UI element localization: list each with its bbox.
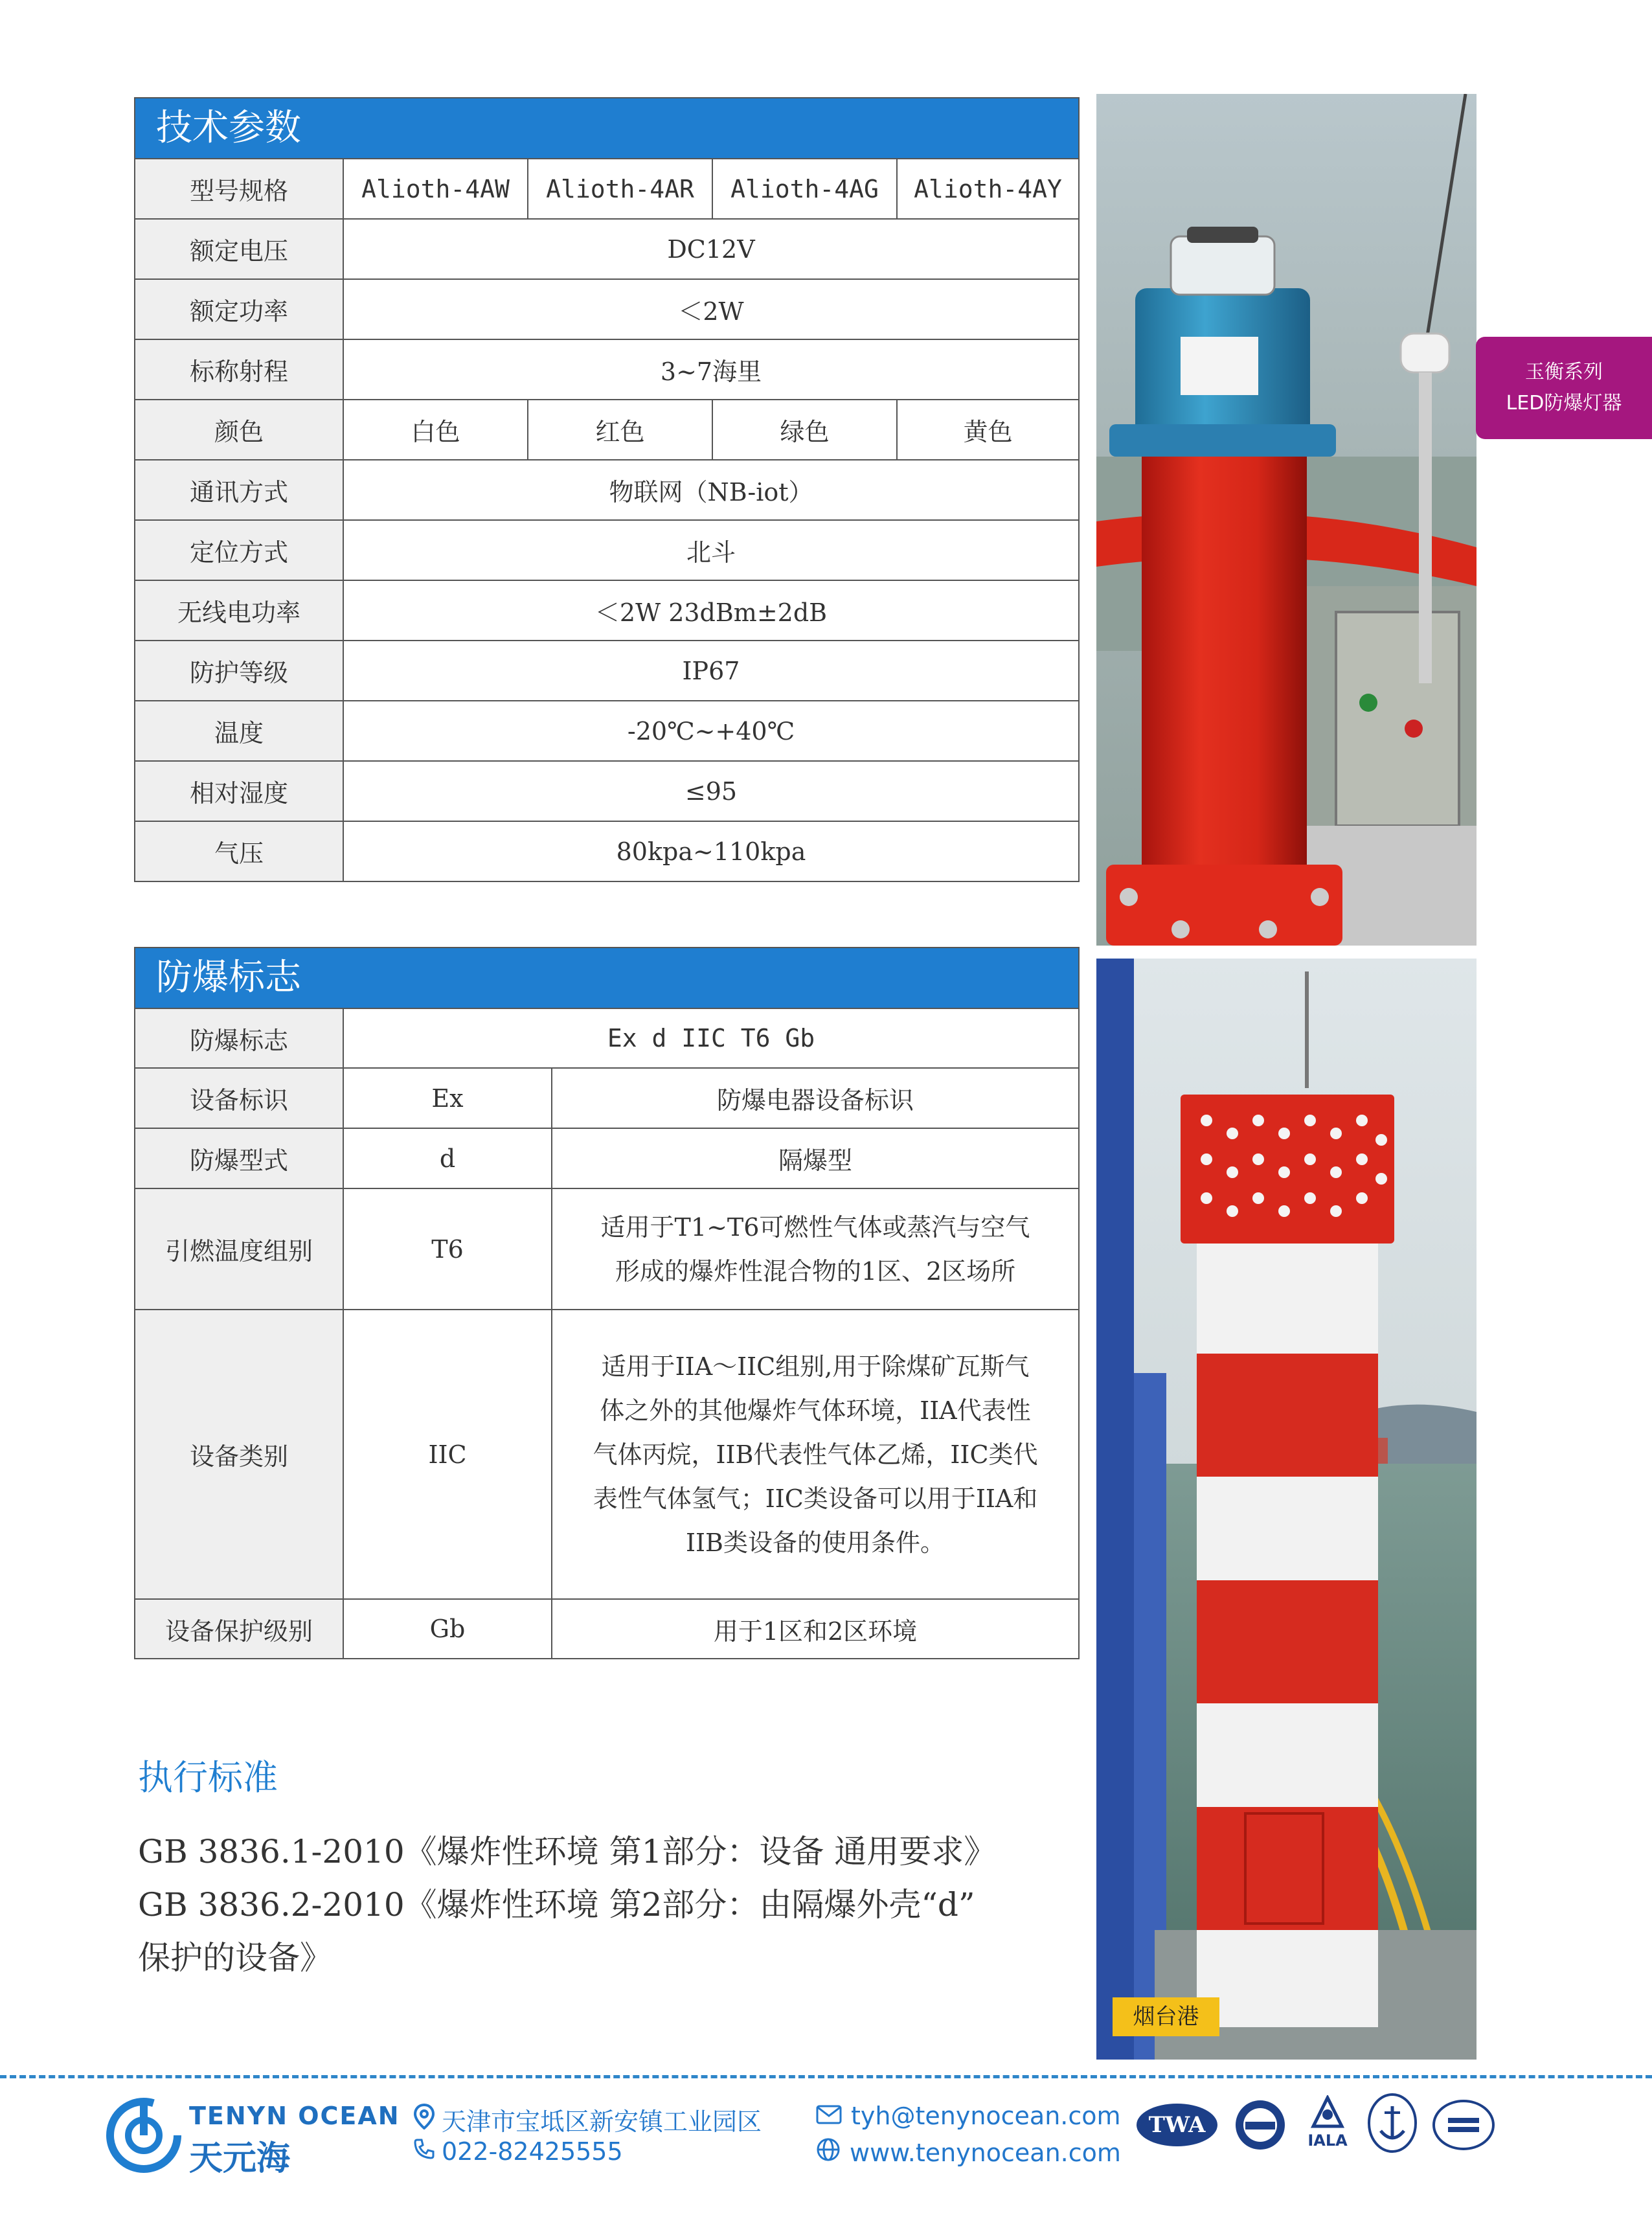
row-label: 型号规格 xyxy=(135,159,343,218)
table-row xyxy=(135,821,1078,881)
row-label: 防护等级 xyxy=(135,641,343,700)
series-tag xyxy=(1476,337,1652,439)
association-logo xyxy=(1431,2098,1496,2154)
row-desc: 隔爆型 xyxy=(551,1129,1078,1188)
table-row xyxy=(135,1008,1078,1067)
mail-icon xyxy=(816,2102,842,2130)
color-cell: 白色 xyxy=(343,400,527,459)
model-cell: Alioth-4AY xyxy=(896,159,1078,218)
email xyxy=(816,2102,1121,2130)
globe-icon xyxy=(816,2137,841,2168)
desc-line: 适用于IIA～IIC组别,用于除煤矿瓦斯气 xyxy=(601,1352,1030,1381)
brand-name-en: TENYN OCEAN xyxy=(189,2102,400,2130)
standards-title: 执行标准 xyxy=(138,1757,278,1798)
tech-params-title: 技术参数 xyxy=(135,98,1078,158)
row-label: 相对湿度 xyxy=(135,762,343,821)
table-row xyxy=(135,278,1078,339)
phone-text[interactable]: 022-82425555 xyxy=(442,2137,623,2166)
row-value: 北斗 xyxy=(343,521,1078,580)
row-desc: 防爆电器设备标识 xyxy=(551,1069,1078,1128)
row-value: 80kpa~110kpa xyxy=(343,822,1078,881)
row-label: 气压 xyxy=(135,822,343,881)
product-photo-lantern xyxy=(1096,94,1477,946)
table-row xyxy=(135,1598,1078,1658)
row-label: 引燃温度组别 xyxy=(135,1189,343,1309)
tech-params-table xyxy=(134,97,1080,882)
row-value: Ex d IIC T6 Gb xyxy=(343,1009,1078,1067)
row-desc xyxy=(551,1189,1078,1309)
row-value: 3~7海里 xyxy=(343,340,1078,399)
standard-line: GB 3836.2-2010《爆炸性环境 第2部分：由隔爆外壳“d” xyxy=(138,1886,975,1924)
website xyxy=(816,2137,1121,2168)
row-code: T6 xyxy=(343,1189,551,1309)
row-label: 无线电功率 xyxy=(135,581,343,640)
table-row xyxy=(135,399,1078,459)
iala-logo xyxy=(1302,2095,1353,2150)
row-value: ＜2W xyxy=(343,280,1078,339)
row-label: 额定电压 xyxy=(135,220,343,278)
address-text: 天津市宝坻区新安镇工业园区 xyxy=(442,2107,762,2136)
table-row xyxy=(135,218,1078,278)
desc-line: 适用于T1~T6可燃性气体或蒸汽与空气 xyxy=(600,1212,1030,1242)
photo-caption: 烟台港 xyxy=(1113,1997,1219,2036)
row-code: IIC xyxy=(343,1310,551,1598)
table-row xyxy=(135,640,1078,700)
table-row xyxy=(135,158,1078,218)
brand-name-cn: 天元海 xyxy=(189,2139,291,2178)
row-label: 设备类别 xyxy=(135,1310,343,1598)
brand-logo-icon xyxy=(104,2095,185,2179)
model-cell: Alioth-4AW xyxy=(343,159,527,218)
row-label: 设备保护级别 xyxy=(135,1600,343,1658)
row-desc xyxy=(551,1310,1078,1598)
explosion-proof-table xyxy=(134,947,1080,1659)
color-cell: 红色 xyxy=(527,400,712,459)
table-row xyxy=(135,1067,1078,1128)
table-row xyxy=(135,1188,1078,1309)
row-value: ≤95 xyxy=(343,762,1078,821)
row-code: d xyxy=(343,1129,551,1188)
table-row xyxy=(135,700,1078,760)
installation-photo-yantai xyxy=(1096,959,1477,2060)
series-tag-line: 玉衡系列 xyxy=(1525,361,1603,383)
series-tag-line: LED防爆灯器 xyxy=(1506,392,1622,415)
row-code: Ex xyxy=(343,1069,551,1128)
row-value: IP67 xyxy=(343,641,1078,700)
row-label: 额定功率 xyxy=(135,280,343,339)
color-cell: 黄色 xyxy=(896,400,1078,459)
row-label: 防爆型式 xyxy=(135,1129,343,1188)
iso-certified-logo xyxy=(1234,2098,1287,2154)
row-value: DC12V xyxy=(343,220,1078,278)
table-row xyxy=(135,519,1078,580)
color-cell: 绿色 xyxy=(712,400,896,459)
table-row xyxy=(135,1128,1078,1188)
twa-logo: TWA xyxy=(1137,2104,1217,2146)
row-value: 物联网（NB-iot） xyxy=(343,460,1078,519)
website-text[interactable]: www.tenynocean.com xyxy=(850,2138,1121,2167)
desc-line: 气体丙烷，IIB代表性气体乙烯，IIC类代 xyxy=(593,1440,1038,1469)
table-row xyxy=(135,339,1078,399)
row-label: 通讯方式 xyxy=(135,460,343,519)
model-cell: Alioth-4AR xyxy=(527,159,712,218)
row-label: 颜色 xyxy=(135,400,343,459)
row-value: ＜2W 23dBm±2dB xyxy=(343,581,1078,640)
table-row xyxy=(135,760,1078,821)
iala-label: IALA xyxy=(1307,2131,1348,2150)
location-pin-icon xyxy=(413,2104,435,2135)
phone-icon xyxy=(413,2137,435,2166)
table-row xyxy=(135,580,1078,640)
row-value: -20℃~+40℃ xyxy=(343,701,1078,760)
explosion-proof-title: 防爆标志 xyxy=(135,948,1078,1008)
row-code: Gb xyxy=(343,1600,551,1658)
model-cell: Alioth-4AG xyxy=(712,159,896,218)
standards-list xyxy=(138,1825,1083,1984)
row-label: 定位方式 xyxy=(135,521,343,580)
table-row xyxy=(135,459,1078,519)
standard-line: GB 3836.1-2010《爆炸性环境 第1部分：设备 通用要求》 xyxy=(138,1833,997,1870)
row-label: 防爆标志 xyxy=(135,1009,343,1067)
table-row xyxy=(135,1309,1078,1598)
phone xyxy=(413,2137,623,2166)
footer-divider xyxy=(0,2075,1652,2078)
desc-line: 体之外的其他爆炸气体环境，IIA代表性 xyxy=(600,1396,1031,1425)
email-text[interactable]: tyh@tenynocean.com xyxy=(851,2102,1121,2130)
standard-line: 保护的设备》 xyxy=(138,1939,332,1977)
row-label: 温度 xyxy=(135,701,343,760)
row-label: 标称射程 xyxy=(135,340,343,399)
row-desc: 用于1区和2区环境 xyxy=(551,1600,1078,1658)
desc-line: 表性气体氢气；IIC类设备可以用于IIA和 xyxy=(593,1484,1038,1513)
row-label: 设备标识 xyxy=(135,1069,343,1128)
anchor-emblem-logo xyxy=(1366,2092,1418,2157)
desc-line: 形成的爆炸性混合物的1区、2区场所 xyxy=(615,1256,1016,1286)
desc-line: IIB类设备的使用条件。 xyxy=(686,1528,945,1557)
address xyxy=(413,2102,762,2137)
